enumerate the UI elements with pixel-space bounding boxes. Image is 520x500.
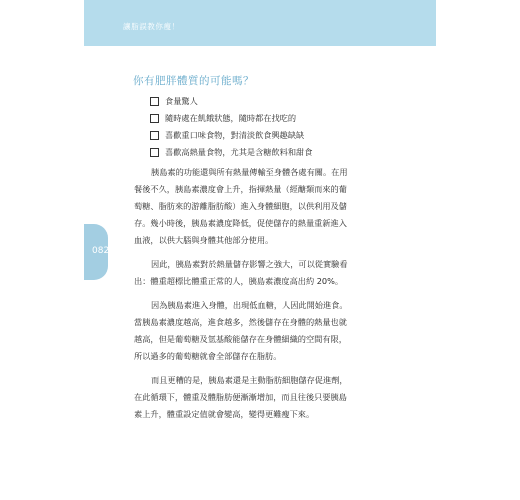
checkbox-icon bbox=[150, 97, 159, 106]
paragraph-line: 餐後不久，胰島素濃度會上升，指揮熱量（經醣類而來的葡 bbox=[134, 184, 347, 194]
paragraph-line: 當胰島素濃度越高，進食越多，然後儲存在身體的熱量也就 bbox=[134, 317, 347, 327]
paragraph-line: 出：體重超標比體重正常的人，胰島素濃度高出約 20%。 bbox=[134, 276, 344, 286]
paragraph-line: 所以過多的葡萄糖就會全部儲存在脂肪。 bbox=[134, 351, 282, 361]
paragraph-line: 在此循環下，體重及體脂肪便漸漸增加，而且往後只要胰島 bbox=[134, 392, 347, 402]
paragraph-line: 而且更糟的是，胰島素還是主動脂肪細胞儲存促進劑， bbox=[151, 375, 348, 385]
checklist-item bbox=[150, 93, 312, 110]
paragraph-line: 因此，胰島素對於熱量儲存影響之強大，可以從實驗看 bbox=[151, 259, 348, 269]
paragraph-line: 血液，以供大腦與身體其他部分使用。 bbox=[134, 235, 274, 245]
checkbox-icon bbox=[150, 114, 159, 123]
checklist-item-label: 隨時處在飢餓狀態，隨時都在找吃的 bbox=[165, 113, 297, 123]
checklist-item bbox=[150, 127, 312, 144]
section-heading: 你有肥胖體質的可能嗎？ bbox=[133, 75, 254, 87]
page-number: 082 bbox=[92, 246, 110, 256]
checkbox-icon bbox=[150, 148, 159, 157]
checklist-item-label: 喜歡重口味食物，對清淡飲食興趣缺缺 bbox=[165, 130, 305, 140]
paragraph-line: 胰島素的功能還與所有熱量傳輸至身體各處有關。在用 bbox=[151, 167, 348, 177]
paragraph-1 bbox=[134, 164, 382, 249]
paragraph-line: 存。幾小時後，胰島素濃度降低，促使儲存的熱量重新進入 bbox=[134, 218, 347, 228]
paragraph-line: 素上升，體重設定值就會變高，變得更難瘦下來。 bbox=[134, 409, 315, 419]
checklist-item bbox=[150, 110, 312, 127]
paragraph-4 bbox=[134, 372, 382, 423]
paragraph-line: 因為胰島素進入身體，出現低血糖，人因此開始進食。 bbox=[151, 300, 348, 310]
checklist bbox=[150, 93, 312, 161]
checklist-item-label: 食量驚人 bbox=[165, 96, 198, 106]
paragraph-line: 越高，但是葡萄糖及氫基酸能儲存在身體細織的空間有限， bbox=[134, 334, 347, 344]
paragraph-2 bbox=[134, 256, 382, 290]
paragraph-3 bbox=[134, 297, 382, 365]
checkbox-icon bbox=[150, 131, 159, 140]
checklist-item-label: 喜歡高熱量食物，尤其是含糖飲料和甜食 bbox=[165, 147, 313, 157]
paragraph-line: 萄糖、脂肪來的游離脂肪酸）進入身體細胞，以供利用及儲 bbox=[134, 201, 347, 211]
header-title: 讓脂誤教你瘦！ bbox=[123, 22, 180, 31]
checklist-item bbox=[150, 144, 312, 161]
